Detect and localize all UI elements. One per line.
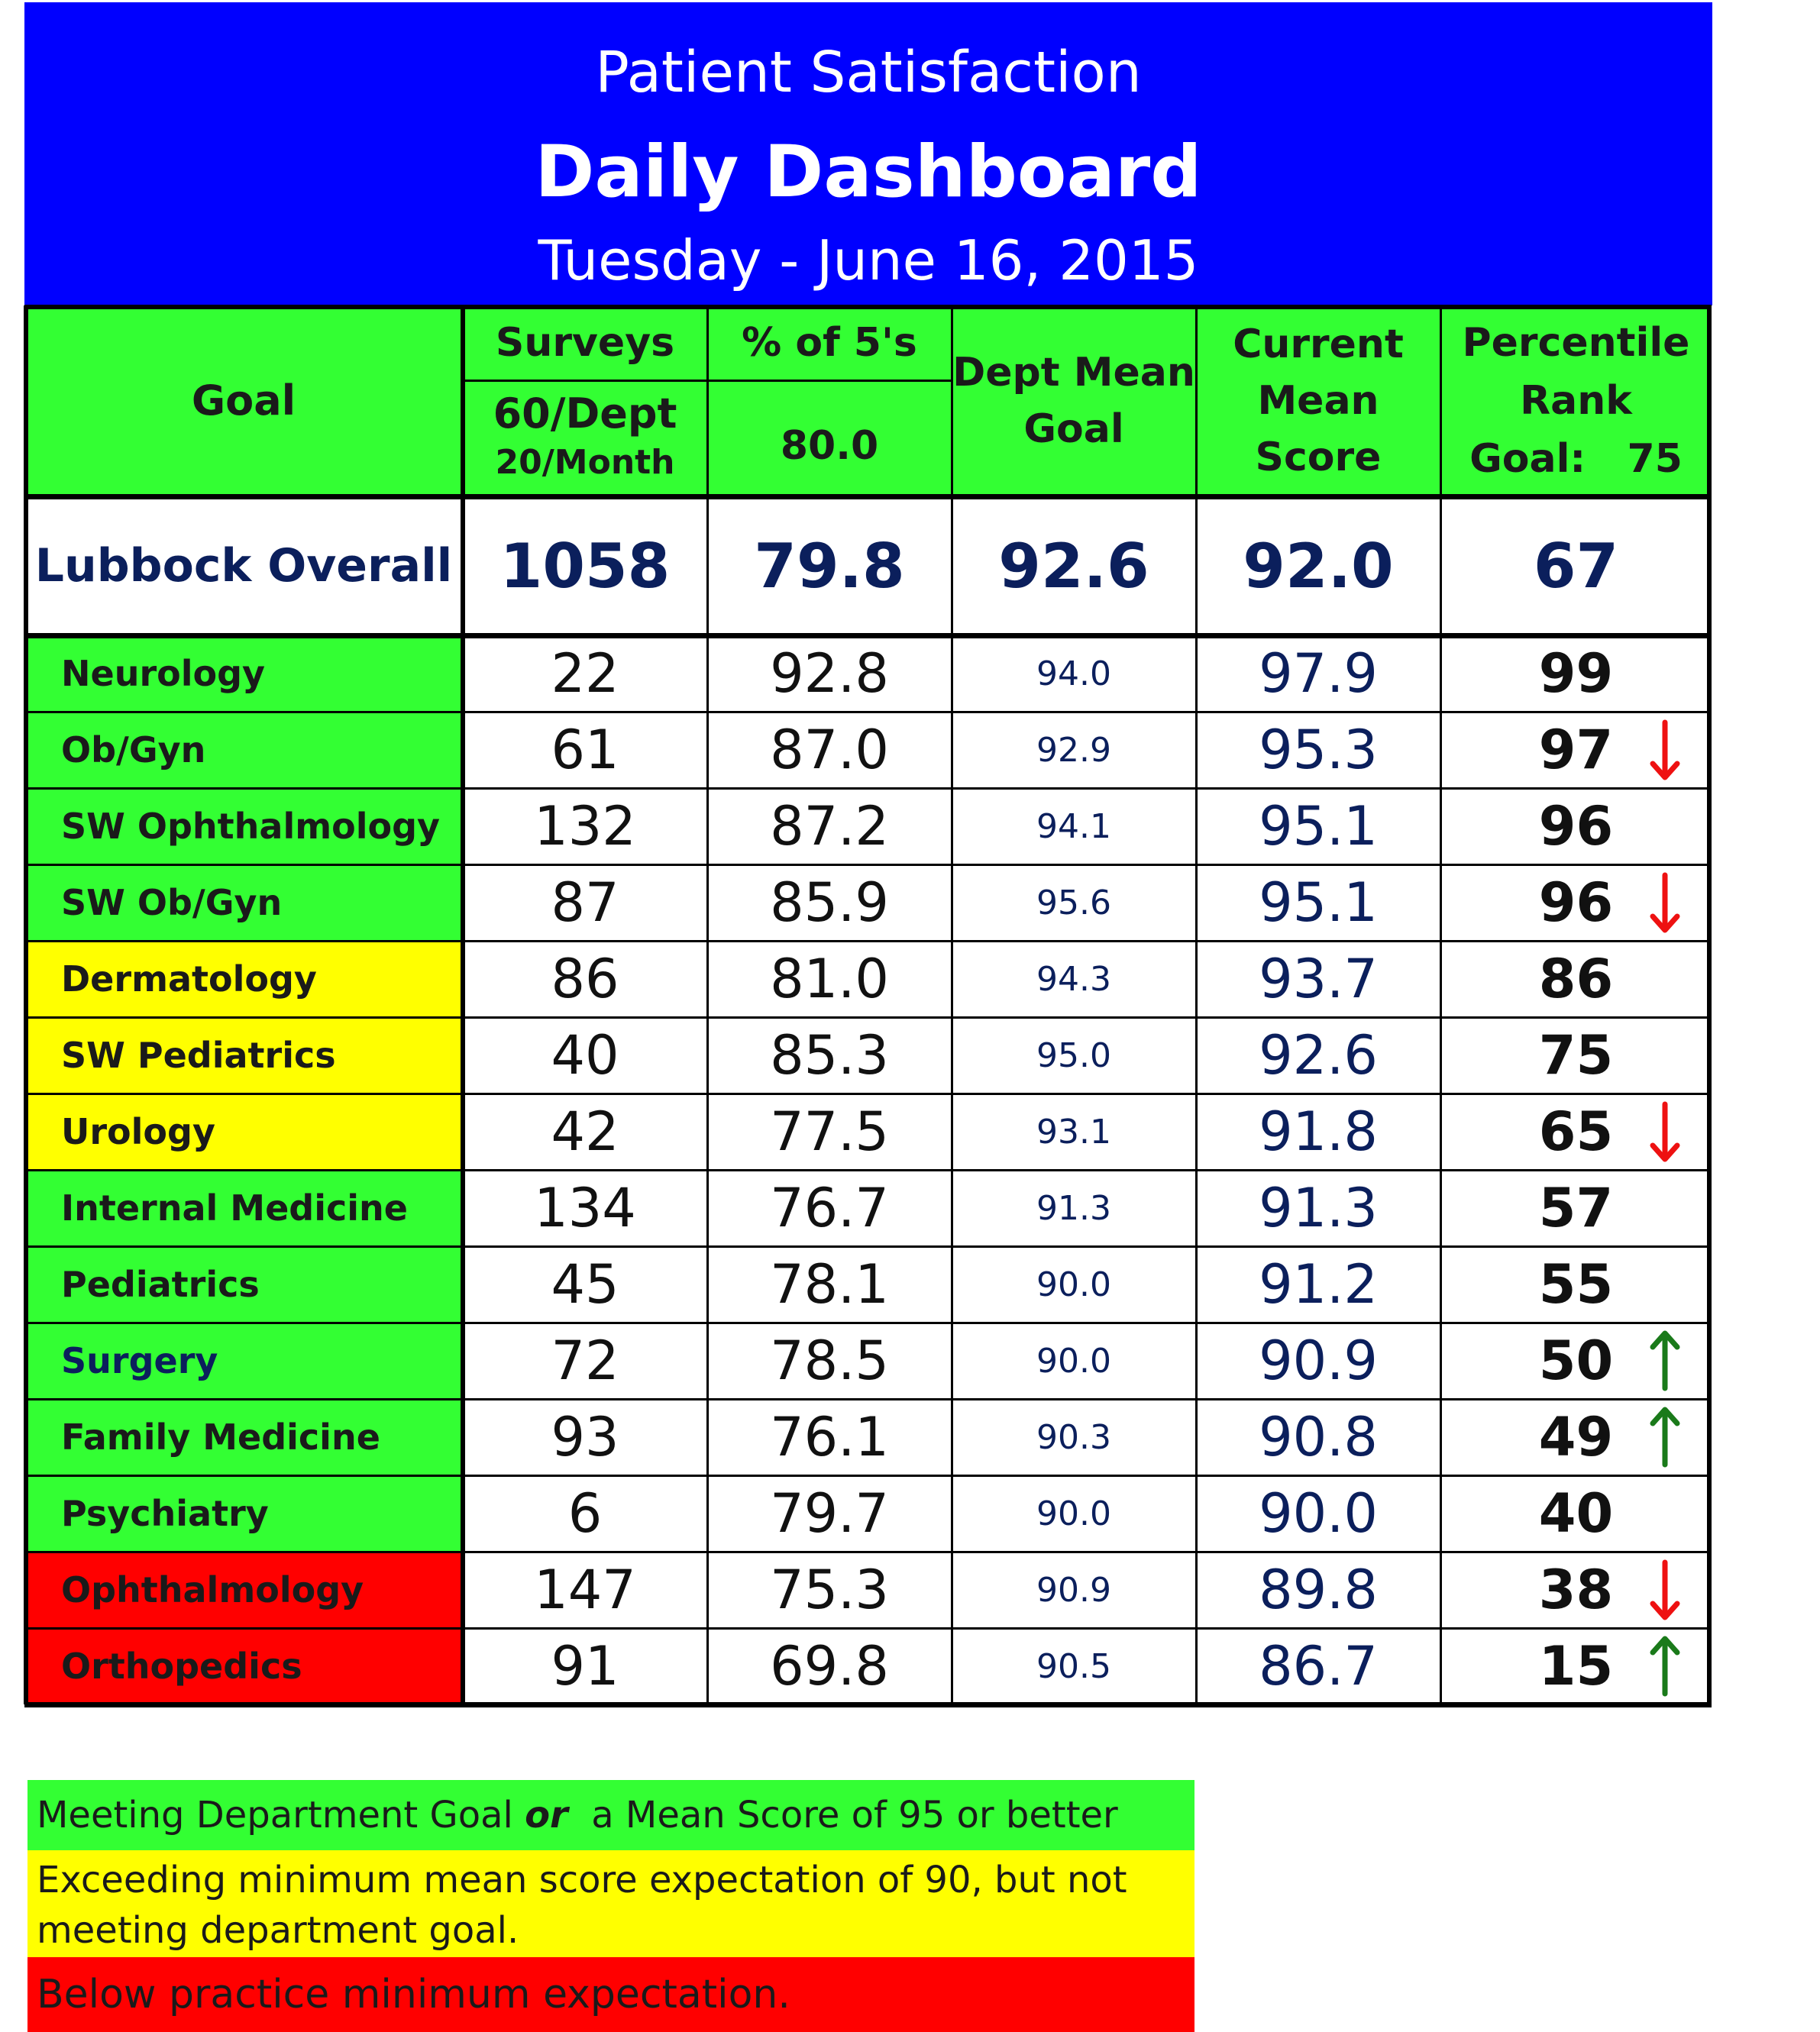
overall-percentile-rank xyxy=(1440,496,1712,635)
percentile-rank xyxy=(1440,1017,1712,1094)
department-name-value: Ophthalmology xyxy=(61,1569,364,1610)
percentile-rank-value: 86 xyxy=(1538,948,1614,1010)
surveys-count-value: 86 xyxy=(551,948,619,1010)
pct-fives xyxy=(707,635,952,712)
percentile-rank-goal: Goal: 75 xyxy=(1469,436,1683,482)
column-header-dept-mean-goal xyxy=(952,305,1196,496)
overall-current-mean xyxy=(1196,496,1440,635)
current-mean-score xyxy=(1196,635,1440,712)
current-mean-score xyxy=(1196,941,1440,1017)
overall-pct5-value: 79.8 xyxy=(754,530,905,602)
column-header-surveys-target xyxy=(463,380,707,496)
pct-fives-value: 85.3 xyxy=(770,1024,889,1087)
department-name xyxy=(24,635,463,712)
surveys-count-value: 147 xyxy=(534,1559,636,1621)
grid-row-line xyxy=(24,1245,1712,1248)
pct-fives-value: 78.1 xyxy=(770,1253,889,1316)
dept-mean-goal xyxy=(952,1170,1196,1246)
percentile-rank-value: 55 xyxy=(1538,1253,1614,1316)
grid-header-bottom-line xyxy=(24,494,1712,499)
dept-mean-goal xyxy=(952,1475,1196,1552)
department-name-value: Family Medicine xyxy=(61,1417,380,1458)
pct-fives xyxy=(707,788,952,864)
dept-mean-goal-line2: Goal xyxy=(1023,406,1124,452)
pct-fives xyxy=(707,1399,952,1475)
department-name xyxy=(24,712,463,788)
surveys-count-value: 134 xyxy=(534,1177,636,1239)
pct-fives-value: 81.0 xyxy=(770,948,889,1010)
dashboard-header xyxy=(24,2,1712,305)
current-mean-score xyxy=(1196,1628,1440,1704)
percentile-rank xyxy=(1440,1475,1712,1552)
percentile-rank xyxy=(1440,1323,1712,1399)
grid-goal-divider xyxy=(461,305,465,1704)
department-name xyxy=(24,1246,463,1323)
surveys-count xyxy=(463,788,707,864)
current-mean-score xyxy=(1196,712,1440,788)
department-name-value: Neurology xyxy=(61,653,266,694)
column-header-surveys xyxy=(463,305,707,380)
pct-fives xyxy=(707,864,952,941)
department-name-value: Pediatrics xyxy=(61,1264,260,1305)
dept-mean-goal-value: 95.0 xyxy=(1036,1035,1111,1075)
department-name-value: Orthopedics xyxy=(61,1646,302,1687)
dept-mean-goal-value: 90.3 xyxy=(1036,1417,1111,1457)
current-mean-score-value: 91.8 xyxy=(1259,1100,1378,1163)
surveys-count xyxy=(463,1246,707,1323)
surveys-count-value: 91 xyxy=(551,1635,619,1698)
overall-surveys xyxy=(463,496,707,635)
current-mean-score-value: 95.1 xyxy=(1259,871,1378,934)
dept-mean-goal xyxy=(952,1017,1196,1094)
current-mean-score-value: 91.3 xyxy=(1259,1177,1378,1239)
pct-fives-value: 87.2 xyxy=(770,795,889,858)
current-mean-score-value: 95.3 xyxy=(1259,719,1378,781)
department-name xyxy=(24,1094,463,1170)
current-mean-score xyxy=(1196,1323,1440,1399)
current-mean-line1: Current xyxy=(1233,321,1404,367)
surveys-count xyxy=(463,1323,707,1399)
dept-mean-goal xyxy=(952,1399,1196,1475)
department-name xyxy=(24,1399,463,1475)
overall-label-text: Lubbock Overall xyxy=(34,539,453,593)
legend-red-text: Below practice minimum expectation. xyxy=(37,1972,790,2017)
grid-overall-bottom-line xyxy=(24,633,1712,638)
current-mean-score xyxy=(1196,1170,1440,1246)
pct-fives xyxy=(707,1628,952,1704)
column-header-percentile-rank xyxy=(1440,305,1712,496)
pct-fives-value: 69.8 xyxy=(770,1635,889,1698)
surveys-count-value: 45 xyxy=(551,1253,619,1316)
grid-row-line xyxy=(24,864,1712,866)
department-name-value: Dermatology xyxy=(61,958,317,1000)
dept-mean-goal xyxy=(952,1323,1196,1399)
department-name xyxy=(24,1552,463,1628)
percentile-rank xyxy=(1440,712,1712,788)
pct-fives-value: 77.5 xyxy=(770,1100,889,1163)
pct-fives-value: 75.3 xyxy=(770,1559,889,1621)
dept-mean-goal-value: 90.0 xyxy=(1036,1265,1111,1304)
current-mean-score-value: 90.9 xyxy=(1259,1329,1378,1392)
department-name-value: SW Ophthalmology xyxy=(61,806,441,847)
current-mean-score xyxy=(1196,1017,1440,1094)
grid-column-line xyxy=(1195,305,1198,1704)
percentile-rank-line2: Rank xyxy=(1520,378,1632,424)
current-mean-score-value: 89.8 xyxy=(1259,1559,1378,1621)
overall-label xyxy=(24,496,463,635)
surveys-count-value: 87 xyxy=(551,871,619,934)
surveys-count-value: 93 xyxy=(551,1406,619,1468)
surveys-count-value: 61 xyxy=(551,719,619,781)
color-legend xyxy=(27,1780,1194,2032)
overall-pct5 xyxy=(707,496,952,635)
pct-fives xyxy=(707,1246,952,1323)
surveys-count xyxy=(463,1475,707,1552)
legend-green-text-post: a Mean Score of 95 or better xyxy=(567,1794,1118,1837)
trend-down-arrow-icon xyxy=(1648,719,1682,780)
grid-row-line xyxy=(24,1169,1712,1171)
surveys-count xyxy=(463,1170,707,1246)
percentile-rank-value: 75 xyxy=(1538,1024,1614,1087)
pct-fives xyxy=(707,1552,952,1628)
current-mean-score xyxy=(1196,1399,1440,1475)
pct-fives-value: 78.5 xyxy=(770,1329,889,1392)
overall-rank-value: 67 xyxy=(1533,530,1619,602)
grid-column-line xyxy=(951,305,953,1704)
department-name xyxy=(24,1323,463,1399)
grid-top-border xyxy=(24,305,1712,309)
trend-down-arrow-icon xyxy=(1648,872,1682,933)
column-header-pct5 xyxy=(707,305,952,380)
overall-dept-goal xyxy=(952,496,1196,635)
dashboard-title: Daily Dashboard xyxy=(535,131,1202,214)
pct-fives-value: 76.1 xyxy=(770,1406,889,1468)
pct-fives-value: 76.7 xyxy=(770,1177,889,1239)
current-mean-score-value: 93.7 xyxy=(1259,948,1378,1010)
percentile-rank xyxy=(1440,1628,1712,1704)
grid-row-line xyxy=(24,1016,1712,1019)
surveys-count-value: 22 xyxy=(551,642,619,705)
dept-mean-goal xyxy=(952,712,1196,788)
department-name xyxy=(24,864,463,941)
column-header-surveys-label: Surveys xyxy=(495,320,675,366)
dept-mean-goal xyxy=(952,864,1196,941)
surveys-count-value: 132 xyxy=(534,795,636,858)
grid-bottom-border xyxy=(24,1702,1712,1707)
pct-fives-value: 92.8 xyxy=(770,642,889,705)
current-mean-score xyxy=(1196,1475,1440,1552)
overall-dept-goal-value: 92.6 xyxy=(998,530,1149,602)
overall-surveys-value: 1058 xyxy=(499,530,671,602)
dept-mean-goal-value: 91.3 xyxy=(1036,1188,1111,1228)
legend-green-text-pre: Meeting Department Goal xyxy=(37,1794,525,1837)
department-name-value: Psychiatry xyxy=(61,1493,269,1534)
pct-fives xyxy=(707,1475,952,1552)
percentile-rank xyxy=(1440,1552,1712,1628)
dept-mean-goal-value: 94.1 xyxy=(1036,806,1111,846)
grid-column-line xyxy=(706,305,709,1704)
department-name xyxy=(24,1628,463,1704)
grid-row-line xyxy=(24,1093,1712,1095)
grid-row-line xyxy=(24,711,1712,713)
percentile-rank xyxy=(1440,635,1712,712)
trend-down-arrow-icon xyxy=(1648,1101,1682,1162)
column-header-goal-label: Goal xyxy=(191,376,296,425)
trend-up-arrow-icon xyxy=(1648,1636,1682,1697)
percentile-rank-value: 15 xyxy=(1538,1635,1614,1698)
department-name xyxy=(24,1475,463,1552)
current-mean-score-value: 86.7 xyxy=(1259,1635,1378,1698)
surveys-count xyxy=(463,864,707,941)
pct-fives xyxy=(707,712,952,788)
current-mean-score-value: 90.0 xyxy=(1259,1482,1378,1545)
dept-mean-goal-value: 90.0 xyxy=(1036,1494,1111,1533)
dept-mean-goal-line1: Dept Mean xyxy=(952,350,1195,396)
current-mean-line2: Mean Score xyxy=(1255,378,1382,480)
current-mean-score xyxy=(1196,1094,1440,1170)
trend-up-arrow-icon xyxy=(1648,1407,1682,1468)
dept-mean-goal-value: 90.5 xyxy=(1036,1646,1111,1686)
department-name-value: SW Ob/Gyn xyxy=(61,882,283,923)
percentile-rank-value: 65 xyxy=(1538,1100,1614,1163)
column-header-current-mean xyxy=(1196,305,1440,496)
percentile-rank xyxy=(1440,864,1712,941)
department-name-value: Internal Medicine xyxy=(61,1187,408,1229)
pct-fives xyxy=(707,1017,952,1094)
column-header-goal xyxy=(24,305,463,496)
percentile-rank-value: 49 xyxy=(1538,1406,1614,1468)
current-mean-score-value: 91.2 xyxy=(1259,1253,1378,1316)
dashboard-date: Tuesday - June 16, 2015 xyxy=(538,228,1199,292)
department-name-value: Surgery xyxy=(61,1340,218,1381)
grid-row-line xyxy=(24,1322,1712,1324)
dept-mean-goal xyxy=(952,1246,1196,1323)
pct-fives xyxy=(707,1170,952,1246)
percentile-rank-value: 99 xyxy=(1538,642,1614,705)
overall-current-value: 92.0 xyxy=(1243,530,1394,602)
legend-yellow xyxy=(27,1850,1194,1957)
column-header-pct5-label: % of 5's xyxy=(742,320,917,366)
dept-mean-goal xyxy=(952,635,1196,712)
percentile-rank-value: 97 xyxy=(1538,719,1614,781)
department-name xyxy=(24,1017,463,1094)
percentile-rank xyxy=(1440,1246,1712,1323)
dept-mean-goal-value: 94.3 xyxy=(1036,959,1111,999)
dept-mean-goal xyxy=(952,1094,1196,1170)
dept-mean-goal xyxy=(952,1552,1196,1628)
department-name xyxy=(24,1170,463,1246)
percentile-rank-value: 96 xyxy=(1538,871,1614,934)
pct-fives-value: 87.0 xyxy=(770,719,889,781)
dept-mean-goal xyxy=(952,788,1196,864)
percentile-rank xyxy=(1440,1094,1712,1170)
department-name-value: SW Pediatrics xyxy=(61,1035,336,1076)
current-mean-score xyxy=(1196,1552,1440,1628)
percentile-rank xyxy=(1440,788,1712,864)
percentile-rank-line1: Percentile xyxy=(1462,320,1690,366)
surveys-count xyxy=(463,1552,707,1628)
legend-yellow-text: Exceeding minimum mean score expectation of 90, but not meeting department goal. xyxy=(37,1859,1127,1952)
grid-row-line xyxy=(24,1551,1712,1553)
trend-down-arrow-icon xyxy=(1648,1559,1682,1620)
grid-right-border xyxy=(1707,305,1712,1704)
pct-fives xyxy=(707,941,952,1017)
dept-mean-goal-value: 93.1 xyxy=(1036,1112,1111,1152)
percentile-rank-value: 40 xyxy=(1538,1482,1614,1545)
grid-row-line xyxy=(24,1398,1712,1400)
percentile-rank-value: 57 xyxy=(1538,1177,1614,1239)
surveys-count xyxy=(463,1094,707,1170)
surveys-count xyxy=(463,1017,707,1094)
grid-column-line xyxy=(1440,305,1442,1704)
surveys-count-value: 40 xyxy=(551,1024,619,1087)
grid-row-line xyxy=(24,787,1712,790)
percentile-rank-value: 50 xyxy=(1538,1329,1614,1392)
dept-mean-goal-value: 90.9 xyxy=(1036,1570,1111,1610)
legend-green xyxy=(27,1780,1194,1850)
pct5-target-label: 80.0 xyxy=(780,423,879,469)
pct-fives-value: 79.7 xyxy=(770,1482,889,1545)
dept-mean-goal-value: 92.9 xyxy=(1036,730,1111,770)
current-mean-score xyxy=(1196,864,1440,941)
current-mean-score xyxy=(1196,788,1440,864)
legend-red xyxy=(27,1957,1194,2032)
department-name-value: Ob/Gyn xyxy=(61,729,206,770)
surveys-count-value: 6 xyxy=(567,1482,603,1545)
current-mean-score xyxy=(1196,1246,1440,1323)
surveys-count xyxy=(463,635,707,712)
pct-fives xyxy=(707,1323,952,1399)
percentile-rank xyxy=(1440,941,1712,1017)
dashboard-subtitle: Patient Satisfaction xyxy=(595,40,1142,105)
surveys-count-value: 42 xyxy=(551,1100,619,1163)
pct-fives xyxy=(707,1094,952,1170)
grid-left-border xyxy=(24,305,28,1704)
grid-row-line xyxy=(24,940,1712,942)
department-name xyxy=(24,788,463,864)
satisfaction-table xyxy=(24,305,1712,1708)
surveys-count xyxy=(463,941,707,1017)
surveys-count xyxy=(463,1628,707,1704)
current-mean-score-value: 97.9 xyxy=(1259,642,1378,705)
trend-up-arrow-icon xyxy=(1648,1330,1682,1391)
dept-mean-goal-value: 94.0 xyxy=(1036,654,1111,693)
grid-row-line xyxy=(24,1475,1712,1477)
percentile-rank xyxy=(1440,1170,1712,1246)
department-name xyxy=(24,941,463,1017)
legend-green-text-em: or xyxy=(525,1794,568,1837)
dept-mean-goal xyxy=(952,941,1196,1017)
surveys-target-label: 60/Dept xyxy=(493,389,677,438)
surveys-count xyxy=(463,712,707,788)
pct-fives-value: 85.9 xyxy=(770,871,889,934)
surveys-month-label: 20/Month xyxy=(495,443,675,482)
dept-mean-goal-value: 95.6 xyxy=(1036,883,1111,922)
current-mean-score-value: 95.1 xyxy=(1259,795,1378,858)
surveys-count-value: 72 xyxy=(551,1329,619,1392)
percentile-rank-value: 38 xyxy=(1538,1559,1614,1621)
surveys-count xyxy=(463,1399,707,1475)
grid-row-line xyxy=(24,1627,1712,1630)
current-mean-score-value: 90.8 xyxy=(1259,1406,1378,1468)
department-name-value: Urology xyxy=(61,1111,215,1152)
percentile-rank xyxy=(1440,1399,1712,1475)
column-header-pct5-target xyxy=(707,380,952,496)
percentile-rank-value: 96 xyxy=(1538,795,1614,858)
current-mean-score-value: 92.6 xyxy=(1259,1024,1378,1087)
dept-mean-goal-value: 90.0 xyxy=(1036,1341,1111,1381)
dept-mean-goal xyxy=(952,1628,1196,1704)
